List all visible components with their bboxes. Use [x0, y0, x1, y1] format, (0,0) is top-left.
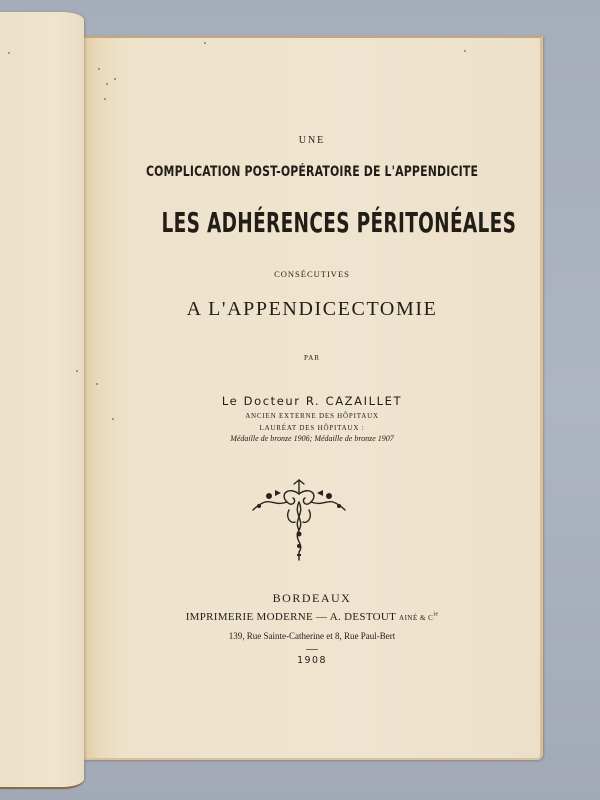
- main-title: LES ADHÉRENCES PÉRITONÉALES: [161, 206, 517, 239]
- foxing-spot: [104, 98, 106, 100]
- foxing-spot: [204, 42, 206, 44]
- foxing-spot: [106, 83, 108, 85]
- foxing-spot: [114, 78, 116, 80]
- divider-rule: [306, 649, 318, 650]
- author-credential-2: LAURÉAT DES HÔPITAUX :: [259, 424, 365, 432]
- pre-title: UNE: [298, 135, 326, 146]
- printer-name: IMPRIMERIE MODERNE — A. DESTOUT: [185, 611, 396, 623]
- foxing-spot: [98, 68, 100, 70]
- foxing-spot: [112, 418, 114, 420]
- author-credential-1: ANCIEN EXTERNE DES HÔPITAUX: [245, 412, 379, 420]
- imprint-address: 139, Rue Sainte-Catherine et 8, Rue Paul-Bert: [228, 631, 396, 641]
- author-awards: Médaille de bronze 1906; Médaille de bronze 1907: [230, 434, 394, 443]
- title-line-2: A L'APPENDICECTOMIE: [186, 298, 438, 320]
- foxing-spot: [464, 50, 466, 52]
- connector-word: CONSÉCUTIVES: [274, 269, 350, 279]
- subtitle: COMPLICATION POST-OPÉRATOIRE DE L'APPENDICITE: [145, 164, 479, 180]
- author-name: Le Docteur R. CAZAILLET: [221, 394, 403, 408]
- imprint-city: BORDEAUX: [272, 591, 352, 605]
- printer-suffix: AINÉ & C: [399, 614, 434, 622]
- foxing-spot: [96, 383, 98, 385]
- by-line: PAR: [304, 354, 320, 362]
- title-page: [84, 36, 543, 760]
- printer-suffix-sup: ie: [433, 611, 439, 618]
- floral-vignette-icon: [249, 472, 349, 562]
- imprint-printer: [84, 611, 540, 623]
- foxing-spot: [76, 370, 78, 372]
- flyleaf-page: [0, 12, 84, 789]
- foxing-spot: [8, 52, 10, 54]
- imprint-year: 1908: [297, 655, 327, 666]
